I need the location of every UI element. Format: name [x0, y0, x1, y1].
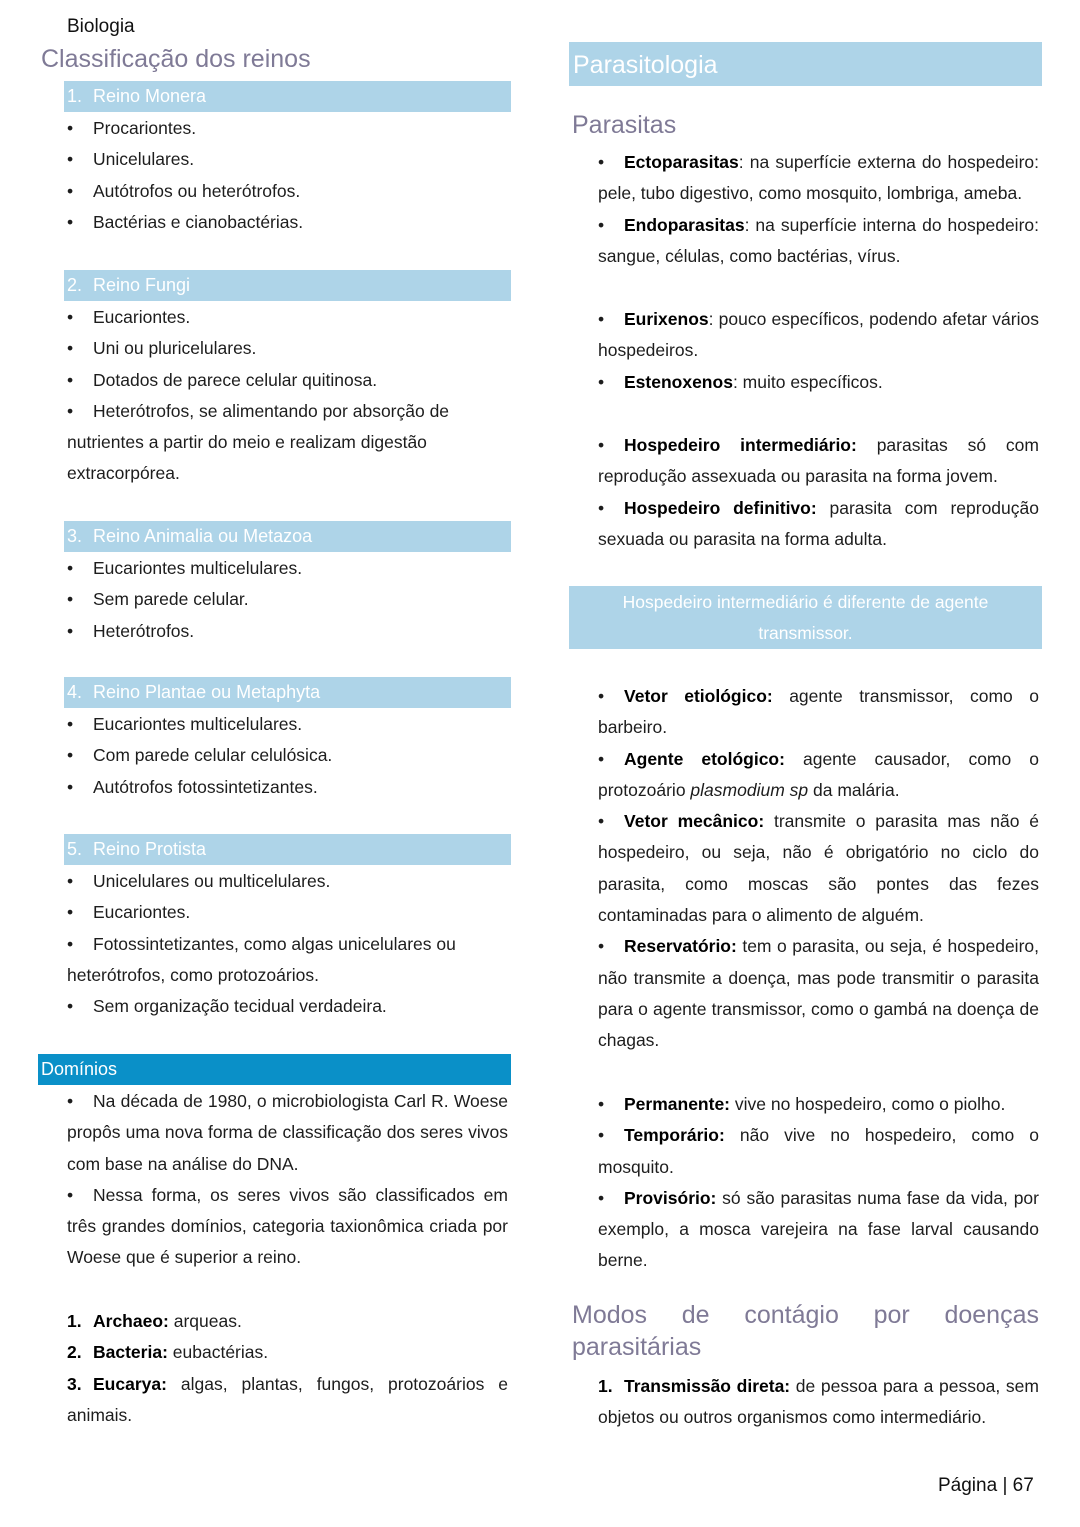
- kingdom-header-animalia: [64, 521, 511, 552]
- list-item: • Sem parede celular.: [67, 584, 508, 615]
- list-item: • Eucariontes multicelulares.: [67, 553, 508, 584]
- list-item: • Nessa forma, os seres vivos são classificados em três grandes domínios, categoria taxionômica criada por Woese que é superior a reino.: [67, 1180, 508, 1274]
- list-item: • Fotossintetizantes, como algas unicelulares ou heterótrofos, como protozoários.: [67, 929, 467, 992]
- page-number: Página | 67: [938, 1475, 1034, 1496]
- page-header: Biologia: [67, 16, 135, 37]
- kingdom-name: Reino Protista: [93, 839, 207, 859]
- kingdom-name: Reino Plantae ou Metaphyta: [93, 682, 321, 702]
- list-item: • Heterótrofos, se alimentando por absorção de nutrientes a partir do meio e realizam digestão extracorpórea.: [67, 396, 467, 490]
- bullet-icon: •: [598, 936, 605, 957]
- kingdom-header-fungi: [64, 270, 511, 301]
- list-item: • Unicelulares.: [67, 144, 508, 175]
- subtitle-modos-contagio: Modos de contágio por doenças parasitárias: [572, 1301, 1039, 1361]
- list-item: • Hospedeiro intermediário: parasitas só com reprodução assexuada ou parasita na forma jovem.: [598, 430, 1039, 493]
- domains-header: Domínios: [38, 1054, 511, 1085]
- list-item: • Bactérias e cianobactérias.: [67, 207, 508, 238]
- bullet-icon: •: [67, 776, 74, 797]
- list-item: • Eucariontes.: [67, 897, 467, 928]
- list-item: • Endoparasitas: na superfície interna do hospedeiro: sangue, células, como bactérias, vírus.: [598, 210, 1039, 273]
- parasitas-group-specificity: [598, 304, 1039, 398]
- list-item: • Provisório: só são parasitas numa fase da vida, por exemplo, a mosca varejeira na fase larval causando berne.: [598, 1183, 1039, 1277]
- bullet-icon: •: [598, 1094, 605, 1114]
- bullet-icon: •: [67, 558, 74, 578]
- kingdom-name: Reino Animalia ou Metazoa: [93, 526, 313, 546]
- bullet-icon: •: [67, 745, 74, 766]
- kingdom-number: 1.: [67, 86, 83, 106]
- domains-bullets: [67, 1086, 508, 1274]
- bullet-icon: •: [598, 371, 605, 392]
- list-item: • Eurixenos: pouco específicos, podendo afetar vários hospedeiros.: [598, 304, 1039, 367]
- list-item: • Estenoxenos: muito específicos.: [598, 367, 1039, 398]
- bullet-icon: •: [67, 400, 74, 421]
- kingdom-list-animalia: [67, 553, 508, 647]
- kingdom-list-plantae: [67, 709, 508, 803]
- modes-list: [598, 1371, 1039, 1434]
- list-item: • Ectoparasitas: na superfície externa do hospedeiro: pele, tubo digestivo, como mosquito, lombriga, ameba.: [598, 147, 1039, 210]
- list-item: • Autótrofos ou heterótrofos.: [67, 176, 508, 207]
- list-item: • Dotados de parece celular quitinosa.: [67, 365, 467, 396]
- bullet-icon: •: [67, 1184, 74, 1205]
- kingdom-name: Reino Monera: [93, 86, 207, 106]
- bullet-icon: •: [67, 620, 74, 641]
- domain-item-eucarya: 3. Eucarya: algas, plantas, fungos, protozoários e animais.: [67, 1373, 508, 1425]
- list-item: • Procariontes.: [67, 113, 508, 144]
- list-item: • Sem organização tecidual verdadeira.: [67, 991, 467, 1022]
- list-item: • Na década de 1980, o microbiologista Carl R. Woese propôs uma nova forma de classificação dos seres vivos com base na análise do DNA.: [67, 1086, 508, 1180]
- list-item: • Autótrofos fotossintetizantes.: [67, 772, 508, 803]
- list-item: • Agente etológico: agente causador, como o protozoário plasmodium sp da malária.: [598, 744, 1039, 807]
- bullet-icon: •: [598, 435, 605, 455]
- list-item: • Vetor mecânico: transmite o parasita mas não é hospedeiro, ou seja, não é obrigatório no ciclo do parasita, como moscas são pontes das fezes contaminadas para o alimento de alguém.: [598, 806, 1039, 931]
- section-title-classificacao: Classificação dos reinos: [41, 45, 311, 73]
- list-item: • Permanente: vive no hospedeiro, como o piolho.: [598, 1089, 1039, 1120]
- kingdom-list-protista: [67, 866, 467, 1022]
- parasitas-group-vectors: [598, 681, 1039, 1057]
- bullet-icon: •: [598, 811, 605, 832]
- domain-item-archaeo: 1. Archaeo: arqueas.: [67, 1311, 242, 1331]
- parasitas-group-hosts: [598, 430, 1039, 555]
- bullet-icon: •: [67, 1091, 74, 1111]
- list-item: • Hospedeiro definitivo: parasita com reprodução sexuada ou parasita na forma adulta.: [598, 493, 1039, 556]
- bullet-icon: •: [67, 714, 74, 734]
- bullet-icon: •: [67, 180, 74, 201]
- list-item: • Eucariontes multicelulares.: [67, 709, 508, 740]
- bullet-icon: •: [67, 589, 74, 610]
- list-item: • Com parede celular celulósica.: [67, 740, 508, 771]
- parasitas-group-location: [598, 147, 1039, 272]
- kingdom-list-fungi: [67, 302, 467, 490]
- list-item: • Vetor etiológico: agente transmissor, como o barbeiro.: [598, 681, 1039, 744]
- callout-note: Hospedeiro intermediário é diferente de agente transmissor.: [569, 586, 1042, 649]
- kingdom-number: 2.: [67, 275, 83, 295]
- list-item: • Unicelulares ou multicelulares.: [67, 866, 467, 897]
- kingdom-number: 4.: [67, 682, 83, 702]
- bullet-icon: •: [598, 686, 605, 706]
- bullet-icon: •: [598, 748, 605, 769]
- list-item: • Temporário: não vive no hospedeiro, como o mosquito.: [598, 1120, 1039, 1183]
- section-title-parasitologia: Parasitologia: [569, 42, 1042, 86]
- kingdom-number: 3.: [67, 526, 83, 546]
- kingdom-header-plantae: [64, 677, 511, 708]
- bullet-icon: •: [67, 149, 74, 170]
- kingdom-header-monera: [64, 81, 511, 112]
- bullet-icon: •: [598, 152, 605, 172]
- bullet-icon: •: [598, 1125, 605, 1146]
- bullet-icon: •: [598, 309, 605, 329]
- kingdom-header-protista: [64, 834, 511, 865]
- bullet-icon: •: [67, 307, 74, 327]
- bullet-icon: •: [598, 214, 605, 235]
- domains-list: [67, 1306, 508, 1431]
- bullet-icon: •: [67, 902, 74, 923]
- bullet-icon: •: [598, 497, 605, 518]
- list-item: • Uni ou pluricelulares.: [67, 333, 467, 364]
- bullet-icon: •: [67, 118, 74, 138]
- bullet-icon: •: [67, 211, 74, 232]
- parasitas-group-duration: [598, 1089, 1039, 1277]
- bullet-icon: •: [67, 871, 74, 891]
- bullet-icon: •: [67, 996, 74, 1017]
- list-item: • Reservatório: tem o parasita, ou seja, é hospedeiro, não transmite a doença, mas pode transmitir o parasita para o agente transmissor, como o gambá na doença de chagas.: [598, 931, 1039, 1056]
- bullet-icon: •: [67, 933, 74, 954]
- bullet-icon: •: [67, 338, 74, 359]
- list-item: • Eucariontes.: [67, 302, 467, 333]
- kingdom-number: 5.: [67, 839, 83, 859]
- kingdom-list-monera: [67, 113, 508, 238]
- subtitle-parasitas: Parasitas: [572, 111, 677, 139]
- list-item: • Heterótrofos.: [67, 616, 508, 647]
- domain-item-bacteria: 2. Bacteria: eubactérias.: [67, 1342, 269, 1363]
- kingdom-name: Reino Fungi: [93, 275, 191, 295]
- list-item: 1. Transmissão direta: de pessoa para a pessoa, sem objetos ou outros organismos como intermediário.: [598, 1376, 1039, 1428]
- bullet-icon: •: [67, 369, 74, 390]
- bullet-icon: •: [598, 1187, 605, 1208]
